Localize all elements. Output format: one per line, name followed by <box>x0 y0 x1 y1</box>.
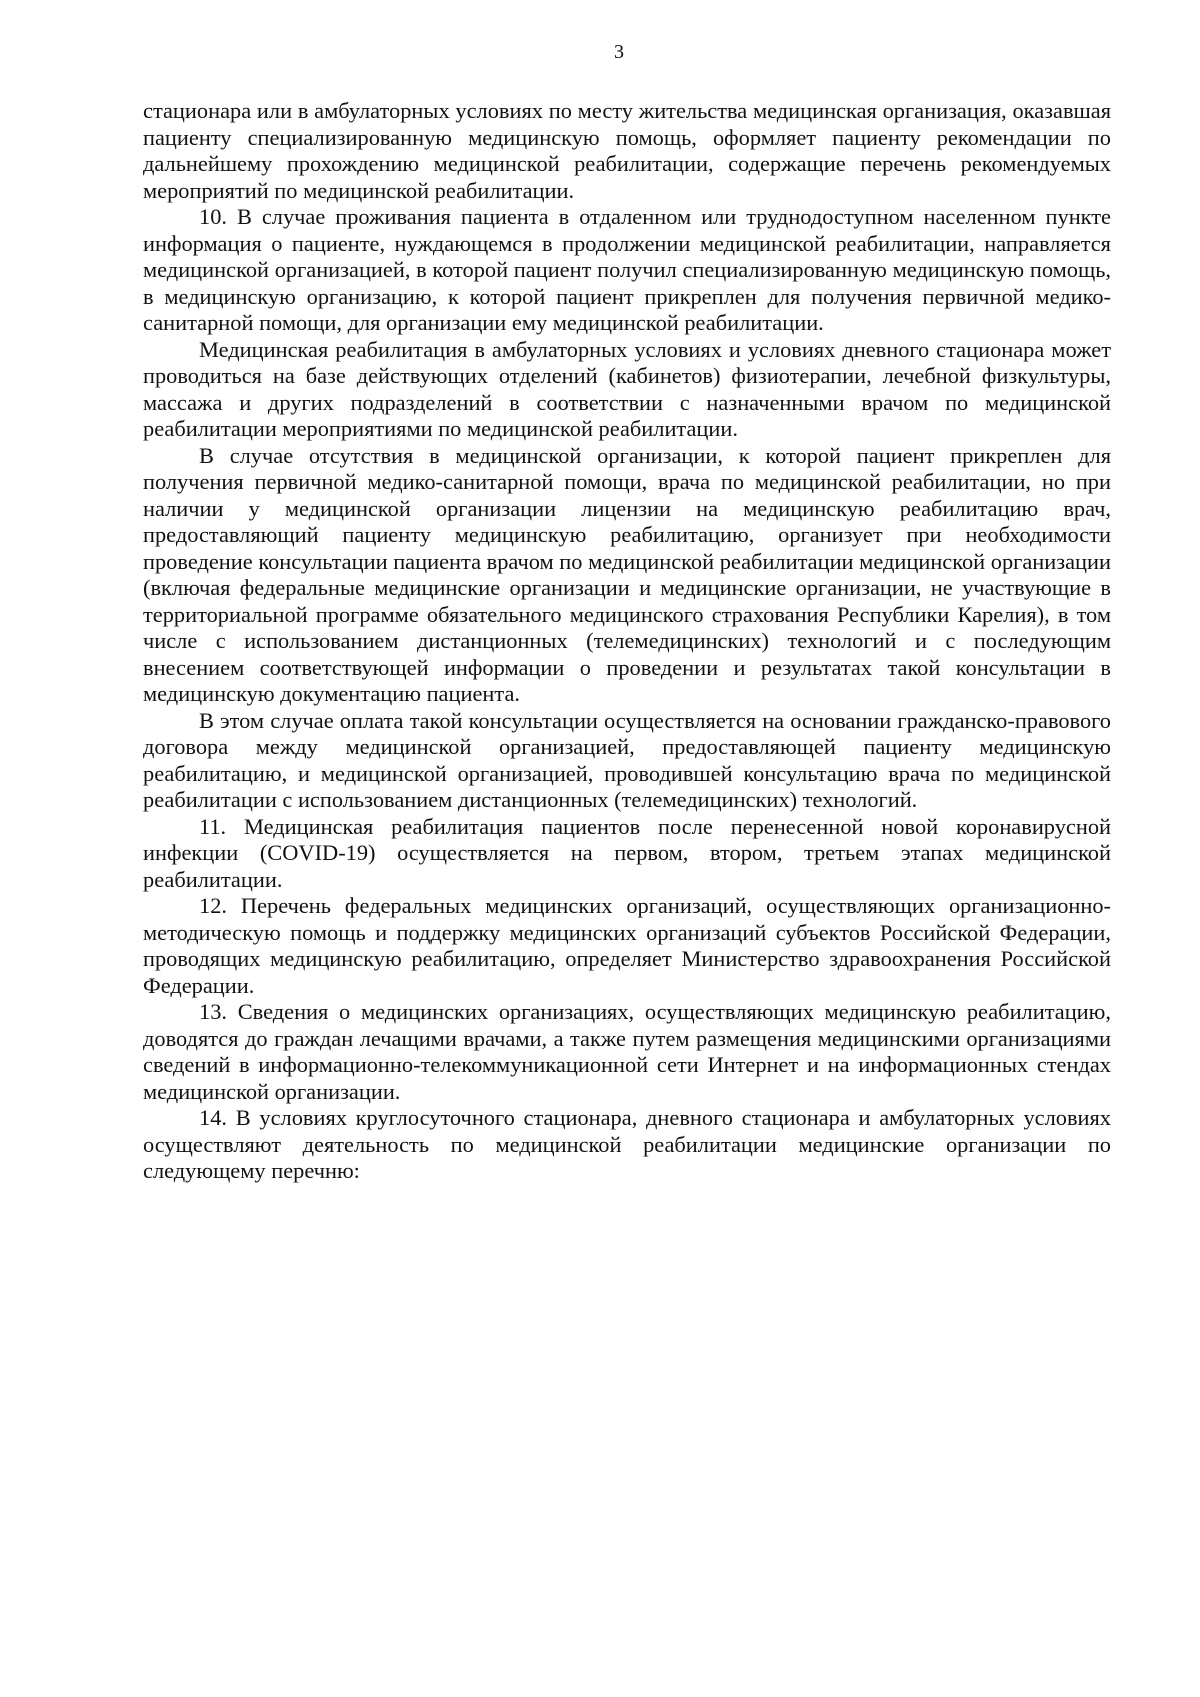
paragraph-continuation: стационара или в амбулаторных условиях по месту жительства медицинская организация, оказавшая пациенту специализированную медицинскую помощь, оформляет пациенту рекомендации по дальнейшему прохождению медицинской реабилитации, содержащие перечень рекомендуемых мероприятий по медицинской реабилитации. <box>143 98 1111 203</box>
paragraph-item-10: 10. В случае проживания пациента в отдаленном или труднодоступном населенном пункте информация о пациенте, нуждающемся в продолжении медицинской реабилитации, направляется медицинской организацией, в которой пациент получил специализированную медицинскую помощь, в медицинскую организацию, к которой пациент прикреплен для получения первичной медико-санитарной помощи, для организации ему медицинской реабилитации. <box>143 204 1111 335</box>
paragraph-payment: В этом случае оплата такой консультации осуществляется на основании гражданско-правового договора между медицинской организацией, предоставляющей пациенту медицинскую реабилитацию, и медицинской организацией, проводившей консультацию врача по медицинской реабилитации с использованием дистанционных (телемедицинских) технологий. <box>143 707 1111 812</box>
paragraph-consultation: В случае отсутствия в медицинской организации, к которой пациент прикреплен для получения первичной медико-санитарной помощи, врача по медицинской реабилитации, но при наличии у медицинской организации лицензии на медицинскую реабилитацию врач, предоставляющий пациенту медицинскую реабилитацию, организует при необходимости проведение консультации пациента врачом по медицинской реабилитации медицинской организации (включая федеральные медицинские организации и медицинские организации, не участвующие в территориальной программе обязательного медицинского страхования Республики Карелия), в том числе с использованием дистанционных (телемедицинских) технологий и с последующим внесением соответствующей информации о проведении и результатах такой консультации в медицинскую документацию пациента. <box>143 442 1111 706</box>
paragraph-item-13: 13. Сведения о медицинских организациях, осуществляющих медицинскую реабилитацию, доводятся до граждан лечащими врачами, а также путем размещения медицинскими организациями сведений в информационно-телекоммуникационной сети Интернет и на информационных стендах медицинской организации. <box>143 999 1111 1104</box>
document-body <box>143 98 1111 1185</box>
page-number: 3 <box>614 41 624 63</box>
paragraph-day-hospital: Медицинская реабилитация в амбулаторных условиях и условиях дневного стационара может проводиться на базе действующих отделений (кабинетов) физиотерапии, лечебной физкультуры, массажа и других подразделений в соответствии с назначенными врачом по медицинской реабилитации мероприятиями по медицинской реабилитации. <box>143 336 1111 441</box>
paragraph-item-11: 11. Медицинская реабилитация пациентов после перенесенной новой коронавирусной инфекции (COVID-19) осуществляется на первом, втором, третьем этапах медицинской реабилитации. <box>143 813 1111 892</box>
paragraph-item-12: 12. Перечень федеральных медицинских организаций, осуществляющих организационно-методическую помощь и поддержку медицинских организаций субъектов Российской Федерации, проводящих медицинскую реабилитацию, определяет Министерство здравоохранения Российской Федерации. <box>143 893 1111 998</box>
paragraph-item-14: 14. В условиях круглосуточного стационара, дневного стационара и амбулаторных условиях осуществляют деятельность по медицинской реабилитации медицинские организации по следующему перечню: <box>143 1105 1111 1183</box>
